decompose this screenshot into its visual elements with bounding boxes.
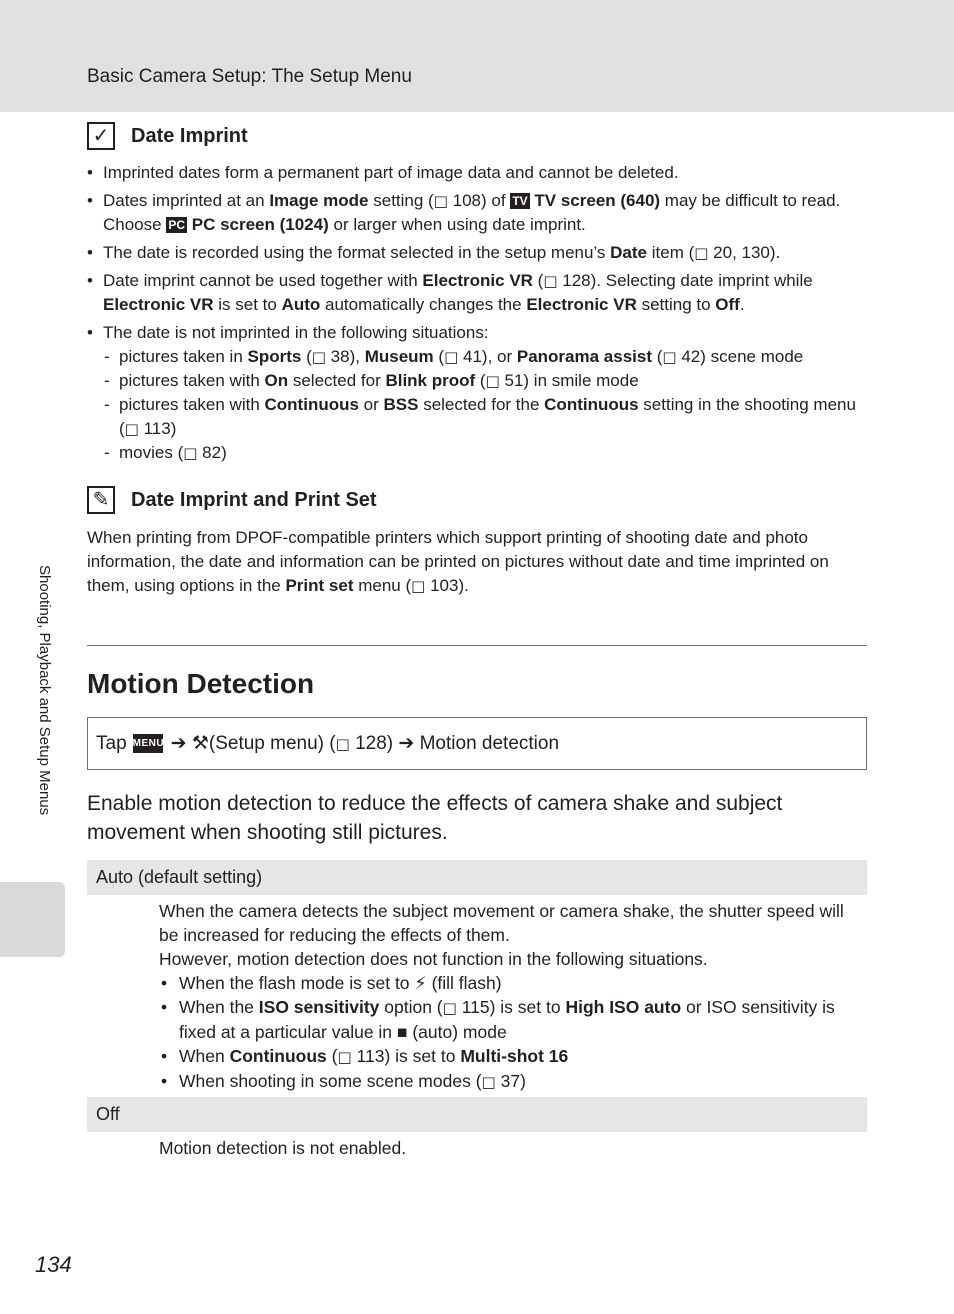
list-item: • Dates imprinted at an Image mode setting (□ 108) of TV TV screen (640) may be difficult to read. Choose PC PC screen (1024) or larger when using date imprint. <box>87 189 877 237</box>
note-print-set-heading <box>87 486 377 514</box>
check-note-icon: ✓ <box>87 122 115 150</box>
list-item: • The date is recorded using the format selected in the setup menu’s Date item (□ 20, 130). <box>87 241 877 265</box>
list-item: • When shooting in some scene modes (□ 37) <box>159 1069 859 1094</box>
page-ref-icon: □ <box>442 999 457 1017</box>
note-title: Date Imprint and Print Set <box>131 488 377 511</box>
section-tab <box>0 882 65 957</box>
list-item: - pictures taken with On selected for Blink proof (□ 51) in smile mode <box>103 369 877 393</box>
arrow-right-icon: ➔ <box>398 733 415 754</box>
header-band <box>0 0 954 112</box>
list-item: • The date is not imprinted in the following situations: - pictures taken in Sports (□ 38), Museum (□ 41), or Panorama assist (□ 42) scene mode - pictures taken with On selected for Blink proof (□ 51) in smile mode - pictures taken with Continuous or BSS selected for the Continuous setting in the shooting menu (□ 113) - movies (□ 82) <box>87 321 877 465</box>
flash-icon: ⚡ <box>414 973 427 993</box>
page-ref-icon: □ <box>543 272 558 290</box>
note-date-imprint-heading <box>87 122 248 150</box>
page-ref-icon: □ <box>335 734 350 753</box>
page-ref-icon: □ <box>311 348 326 366</box>
arrow-right-icon: ➔ <box>170 733 187 754</box>
note-title: Date Imprint <box>131 124 248 147</box>
page-ref-icon: □ <box>124 420 139 438</box>
page-ref-icon: □ <box>481 1073 496 1091</box>
setting-off-description: Motion detection is not enabled. <box>159 1138 407 1158</box>
intro-paragraph: Enable motion detection to reduce the effects of camera shake and subject movement when shooting still pictures. <box>87 792 783 844</box>
list-item: - pictures taken in Sports (□ 38), Museum (□ 41), or Panorama assist (□ 42) scene mode <box>103 345 877 369</box>
tv-screen-icon: TV <box>512 194 528 208</box>
print-set-paragraph: When printing from DPOF-compatible printers which support printing of shooting date and photo information, the date and information can be printed on pictures without date and time imprinted on them, using options in the Print set menu (□ 103). <box>87 528 829 595</box>
menu-navigation-box: Tap MENU ➔ ⚒ (Setup menu) ( □ 128 ) ➔ Motion detection <box>87 717 867 770</box>
setting-auto-label: Auto (default setting) <box>87 860 867 895</box>
list-item: • When Continuous (□ 113) is set to Multi-shot 16 <box>159 1044 859 1069</box>
page-ref-icon: □ <box>183 444 198 462</box>
page-ref-icon: □ <box>694 244 709 262</box>
setup-wrench-icon: ⚒ <box>191 733 209 754</box>
page-ref-icon: □ <box>433 192 448 210</box>
page-ref-icon: □ <box>444 348 459 366</box>
running-header: Basic Camera Setup: The Setup Menu <box>87 66 412 87</box>
page-ref-icon: □ <box>485 372 500 390</box>
pencil-note-icon: ✎ <box>87 486 115 514</box>
list-item: • Date imprint cannot be used together with Electronic VR (□ 128). Selecting date imprint while Electronic VR is set to Auto automatically changes the Electronic VR setting to Off. <box>87 269 877 317</box>
section-divider <box>87 645 867 646</box>
list-item: • When the flash mode is set to ⚡ (fill flash) <box>159 971 859 995</box>
list-item: • Imprinted dates form a permanent part of image data and cannot be deleted. <box>87 161 877 185</box>
page-ref-icon: □ <box>662 348 677 366</box>
page-ref-icon: □ <box>337 1048 352 1066</box>
exceptions-list <box>159 971 859 1094</box>
page-ref-icon: □ <box>411 577 426 595</box>
situations-list <box>103 345 877 465</box>
side-section-label: Shooting, Playback and Setup Menus <box>36 565 53 816</box>
menu-icon: MENU <box>133 734 163 753</box>
section-title: Motion Detection <box>87 668 315 699</box>
date-imprint-notes <box>87 161 877 469</box>
page-number: 134 <box>35 1252 72 1277</box>
list-item: • When the ISO sensitivity option (□ 115) is set to High ISO auto or ISO sensitivity is fixed at a particular value in ■ (auto) mode <box>159 995 859 1044</box>
list-item: - pictures taken with Continuous or BSS selected for the Continuous setting in the shooting menu (□ 113) <box>103 393 877 441</box>
camera-auto-icon: ■ <box>396 1022 408 1042</box>
setting-off-label: Off <box>87 1097 867 1132</box>
pc-screen-icon: PC <box>168 218 185 232</box>
list-item: - movies (□ 82) <box>103 441 877 465</box>
setting-auto-description: When the camera detects the subject movement or camera shake, the shutter speed will be increased for reducing the effects of them. However, motion detection does not function in the following situations. • When the flash mode is set to ⚡ (fill flash) • When the ISO sensitivity option (□ 115) is set to High ISO auto or ISO sensitivity is fixed at a particular value in ■ (auto) mode • When Continuous (□ 113) is set to Multi-shot 16 • When shooting in some scene modes (□ 37) <box>159 899 859 1094</box>
